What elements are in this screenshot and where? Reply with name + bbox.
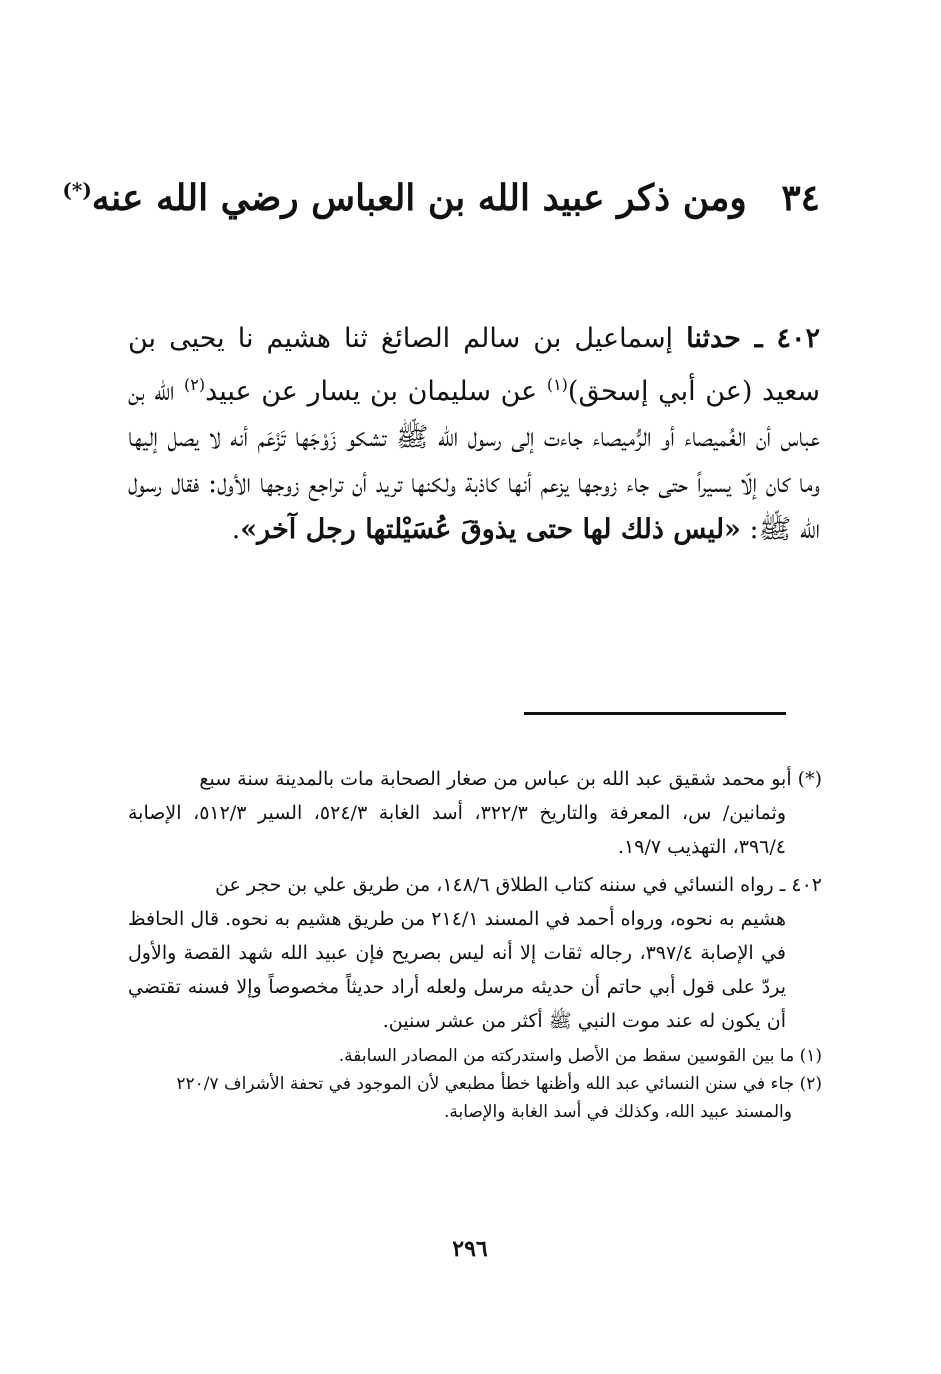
footnote-402-line1: ٤٠٢ ـ رواه النسائي في سننه كتاب الطلاق ١٤٨/٦، من طريق علي بن حجر عن [215, 874, 822, 896]
footnote-star [128, 762, 822, 864]
hadith-number-lead: ٤٠٢ ـ حدثنا [686, 323, 820, 354]
hadith-quote: «ليس ذلك لها حتى يذوقَ عُسَيْلتها رجل آخر» [240, 514, 741, 545]
chapter-title-text: ومن ذكر عبيد الله بن العباس رضي الله عنه [91, 177, 747, 219]
hadith-end: . [231, 514, 241, 545]
footnote-402 [128, 868, 822, 1038]
hadith-text-part2: عن سليمان بن يسار عن عبيد [205, 376, 547, 407]
footnote-ref-1: (١) [546, 375, 568, 394]
page-number: ٢٩٦ [452, 1236, 488, 1262]
footnote-star-line1: (*) أبو محمد شقيق عبد الله بن عباس من صغار الصحابة مات بالمدينة سنة سبع [199, 768, 822, 790]
hadith-text-part1: إسماعيل بن سالم الصائغ ثنا هشيم نا يحيى بن سعيد (عن أبي إسحق) [128, 323, 820, 407]
chapter-marker: (*) [62, 178, 92, 202]
footnotes-section [128, 762, 822, 1126]
footnote-ref-2: (٢) [183, 375, 206, 394]
footnote-2-line1: (٢) جاء في سنن النسائي عبد الله وأظنها خطأ مطبعي لأن الموجود في تحفة الأشراف ٢٢٠/٧ [176, 1074, 822, 1094]
chapter-title [62, 166, 820, 222]
footnote-2 [128, 1070, 822, 1126]
footnote-2-rest: والمسند عبيد الله، وكذلك في أسد الغابة والإصابة. [444, 1102, 792, 1122]
hadith-text [128, 316, 820, 553]
chapter-number: ٣٤ [781, 177, 820, 219]
footnote-1-text: (١) ما بين القوسين سقط من الأصل واستدركته من المصادر السابقة. [338, 1046, 822, 1066]
footnote-402-rest: هشيم به نحوه، ورواه أحمد في المسند ٢١٤/١ من طريق هشيم به نحوه. قال الحافظ في الإصابة ٣٩٧/٤، رجاله ثقات إلا أنه ليس بصريح فإن عبيد الله شهد القصة والأول يردّ على قول أبي حاتم أن حديثه مرسل ولعله أراد حديثاً مخصوصاً وإلا فسنه تقتضي أن يكون له عند موت النبي ﷺ أكثر من عشر سنين. [128, 908, 786, 1032]
footnote-1 [128, 1042, 822, 1070]
hadith-text-part3: الله بن عباس أن الغُميصاء أو الرُّميصاء جاءت إلى رسول الله ﷺ تشكو زَوْجَها تَزْعَم أنه لا يصل إليها وما كان إلّا يسيراً حتى جاء زوجها يزعم أنها كاذبة ولكنها تريد أن تراجع زوجها الأول: فقال رسول الله ﷺ: [128, 376, 820, 545]
footnote-divider [524, 712, 786, 715]
footnote-star-rest: وثمانين/ س، المعرفة والتاريخ ٣٢٢/٣، أسد الغابة ٥٢٤/٣، السير ٥١٢/٣، الإصابة ٣٩٦/٤، التهذيب ١٩/٧. [128, 802, 786, 858]
